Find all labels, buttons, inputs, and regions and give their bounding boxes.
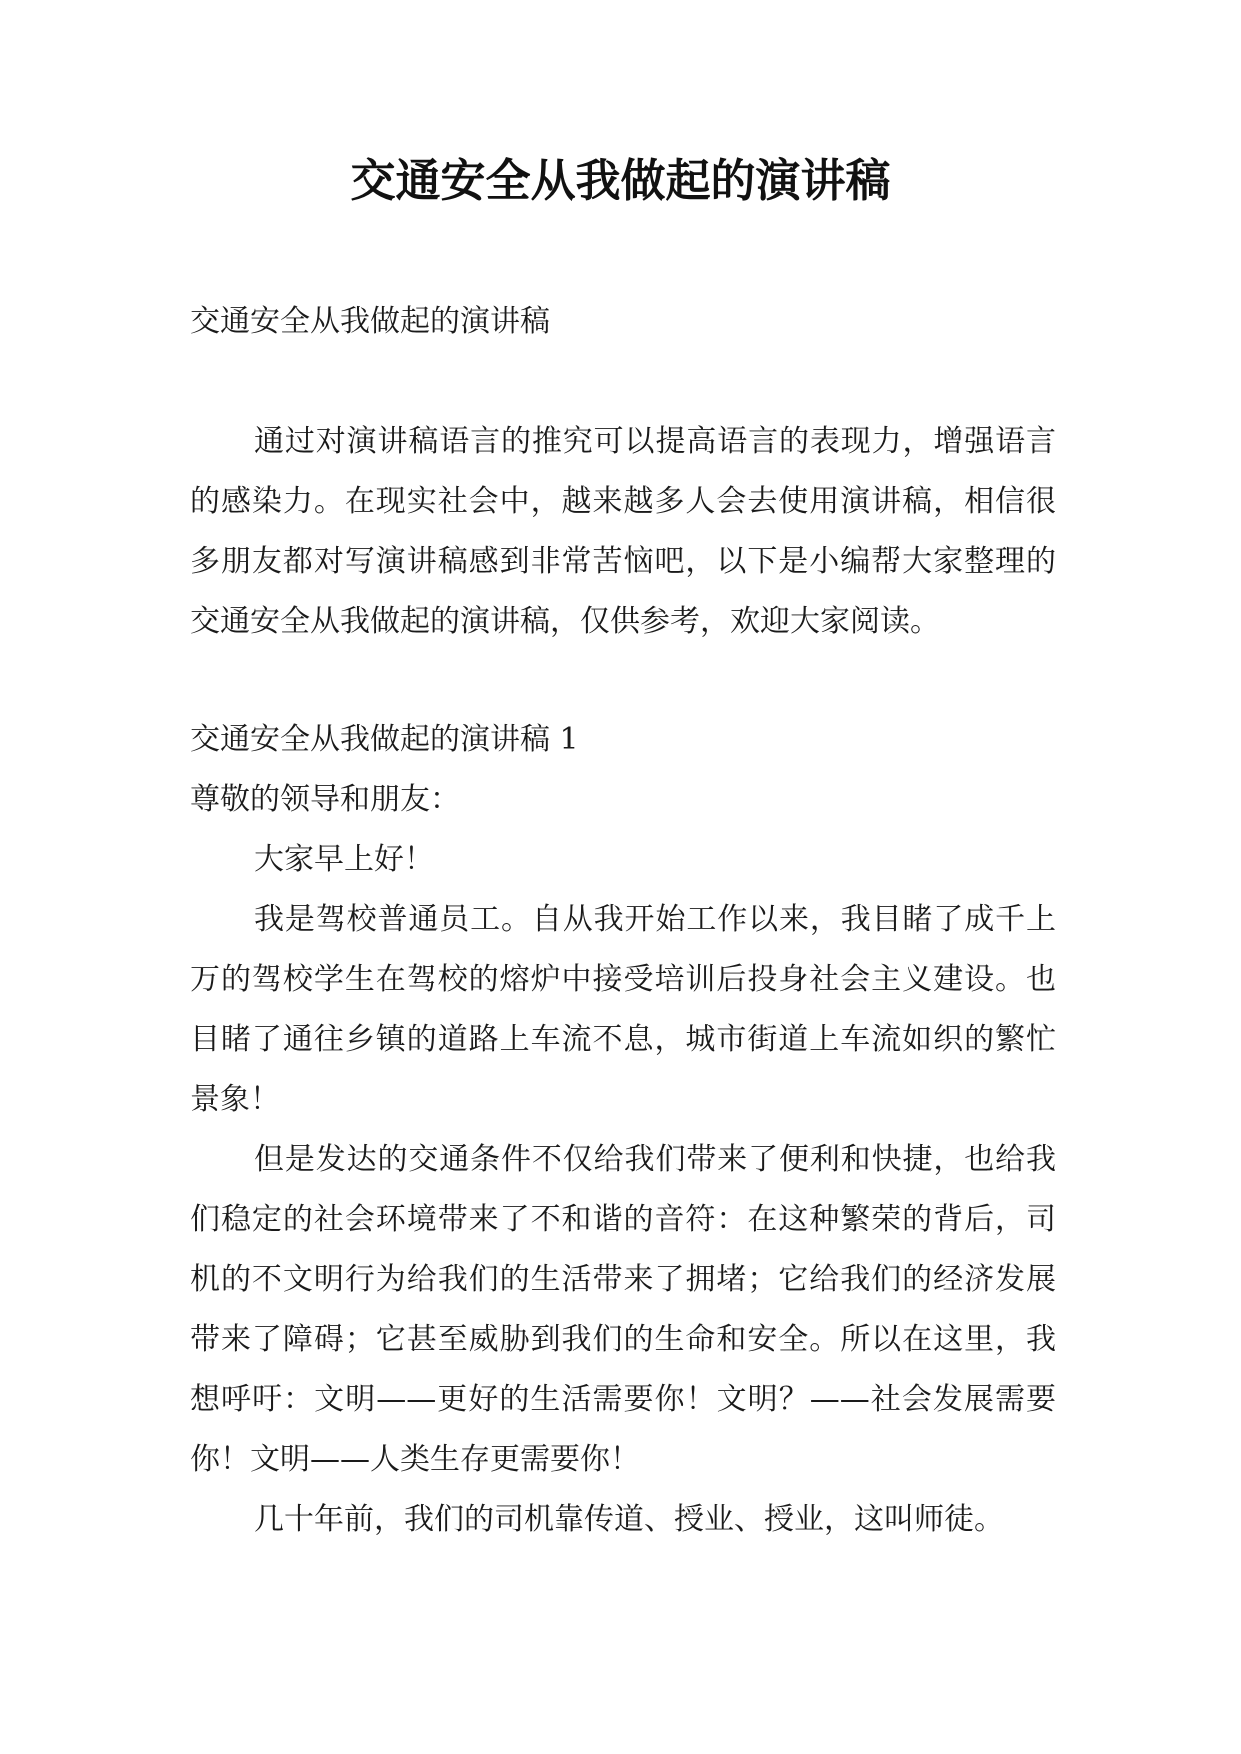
body-paragraph: 几十年前，我们的司机靠传道、授业、授业，这叫师徒。 — [254, 1502, 1004, 1537]
salutation-paragraph: 尊敬的领导和朋友： — [190, 782, 460, 817]
body-paragraph: 我是驾校普通员工。自从我开始工作以来，我目睹了成千上万的驾校学生在驾校的熔炉中接受培训后投身社会主义建设。也目睹了通往乡镇的道路上车流不息，城市街道上车流如织的繁忙景象！ — [190, 902, 1056, 1117]
intro-paragraph: 通过对演讲稿语言的推究可以提高语言的表现力，增强语言的感染力。在现实社会中，越来越多人会去使用演讲稿，相信很多朋友都对写演讲稿感到非常苦恼吧，以下是小编帮大家整理的交通安全从我做起的演讲稿，仅供参考，欢迎大家阅读。 — [190, 424, 1056, 639]
document-body — [190, 292, 1056, 1550]
section-heading: 交通安全从我做起的演讲稿 1 — [190, 722, 579, 757]
greeting-paragraph: 大家早上好！ — [254, 842, 434, 877]
subtitle-paragraph: 交通安全从我做起的演讲稿 — [190, 304, 550, 339]
document-title: 交通安全从我做起的演讲稿 — [350, 154, 891, 207]
body-paragraph: 但是发达的交通条件不仅给我们带来了便利和快捷，也给我们稳定的社会环境带来了不和谐的音符：在这种繁荣的背后，司机的不文明行为给我们的生活带来了拥堵；它给我们的经济发展带来了障碍；它甚至威胁到我们的生命和安全。所以在这里，我想呼吁：文明——更好的生活需要你！文明？——社会发展需要你！文明——人类生存更需要你！ — [190, 1142, 1056, 1477]
